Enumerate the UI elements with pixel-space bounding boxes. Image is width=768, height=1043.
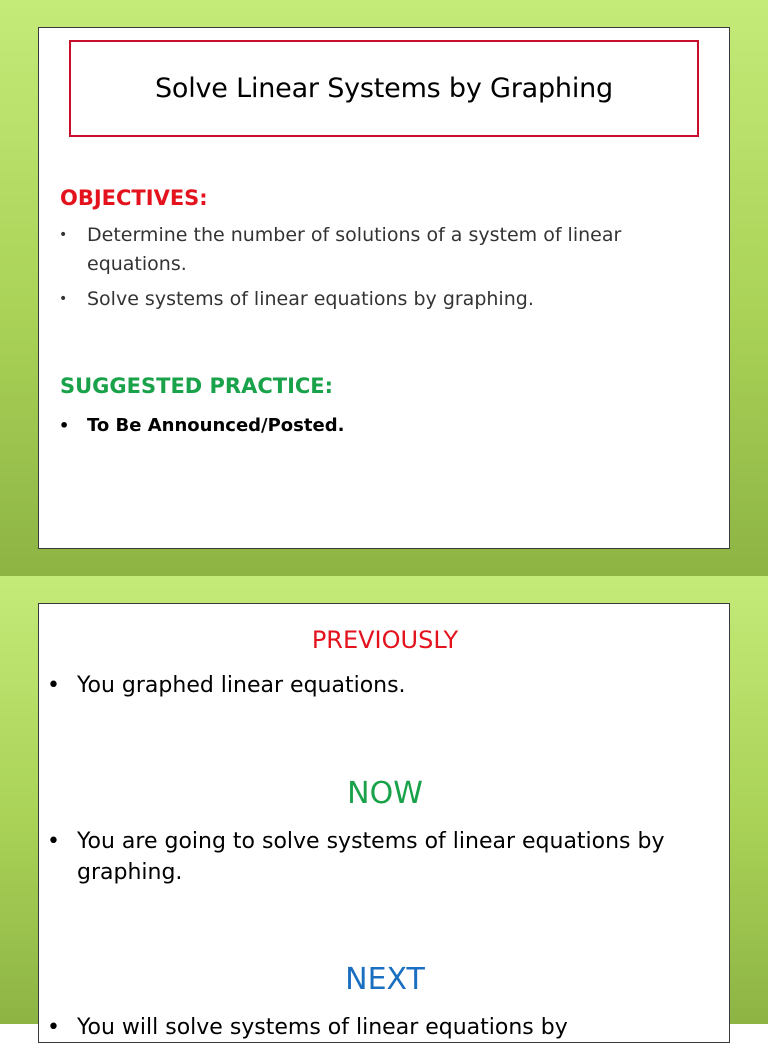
practice-text: To Be Announced/Posted. <box>87 415 345 436</box>
practice-item <box>59 411 687 440</box>
bullet-icon: • <box>59 416 70 435</box>
previously-text: You graphed linear equations. <box>77 673 406 698</box>
bullet-icon: • <box>59 291 68 307</box>
next-text: You will solve systems of linear equations by <box>77 1015 568 1040</box>
objective-text: Determine the number of solutions of a system of linear equations. <box>87 224 622 275</box>
now-item <box>45 826 715 885</box>
objective-item <box>59 221 687 279</box>
slide-title: Solve Linear Systems by Graphing <box>154 73 614 104</box>
title-box <box>69 40 699 137</box>
now-heading: NOW <box>347 776 423 811</box>
objective-text: Solve systems of linear equations by graphing. <box>87 288 534 310</box>
bullet-icon: • <box>59 227 68 243</box>
slide-2 <box>38 603 730 1043</box>
slide-1 <box>38 27 730 549</box>
practice-heading: SUGGESTED PRACTICE: <box>60 374 334 398</box>
previously-item <box>45 670 715 701</box>
next-item <box>45 1012 715 1043</box>
bullet-icon: • <box>47 829 60 854</box>
objectives-heading: OBJECTIVES: <box>60 186 208 210</box>
objective-item <box>59 285 687 314</box>
bullet-icon: • <box>47 1015 60 1040</box>
now-text: You are going to solve systems of linear equations by graphing. <box>77 829 665 885</box>
bullet-icon: • <box>47 673 60 698</box>
previously-heading: PREVIOUSLY <box>311 626 459 654</box>
next-heading: NEXT <box>345 962 425 997</box>
